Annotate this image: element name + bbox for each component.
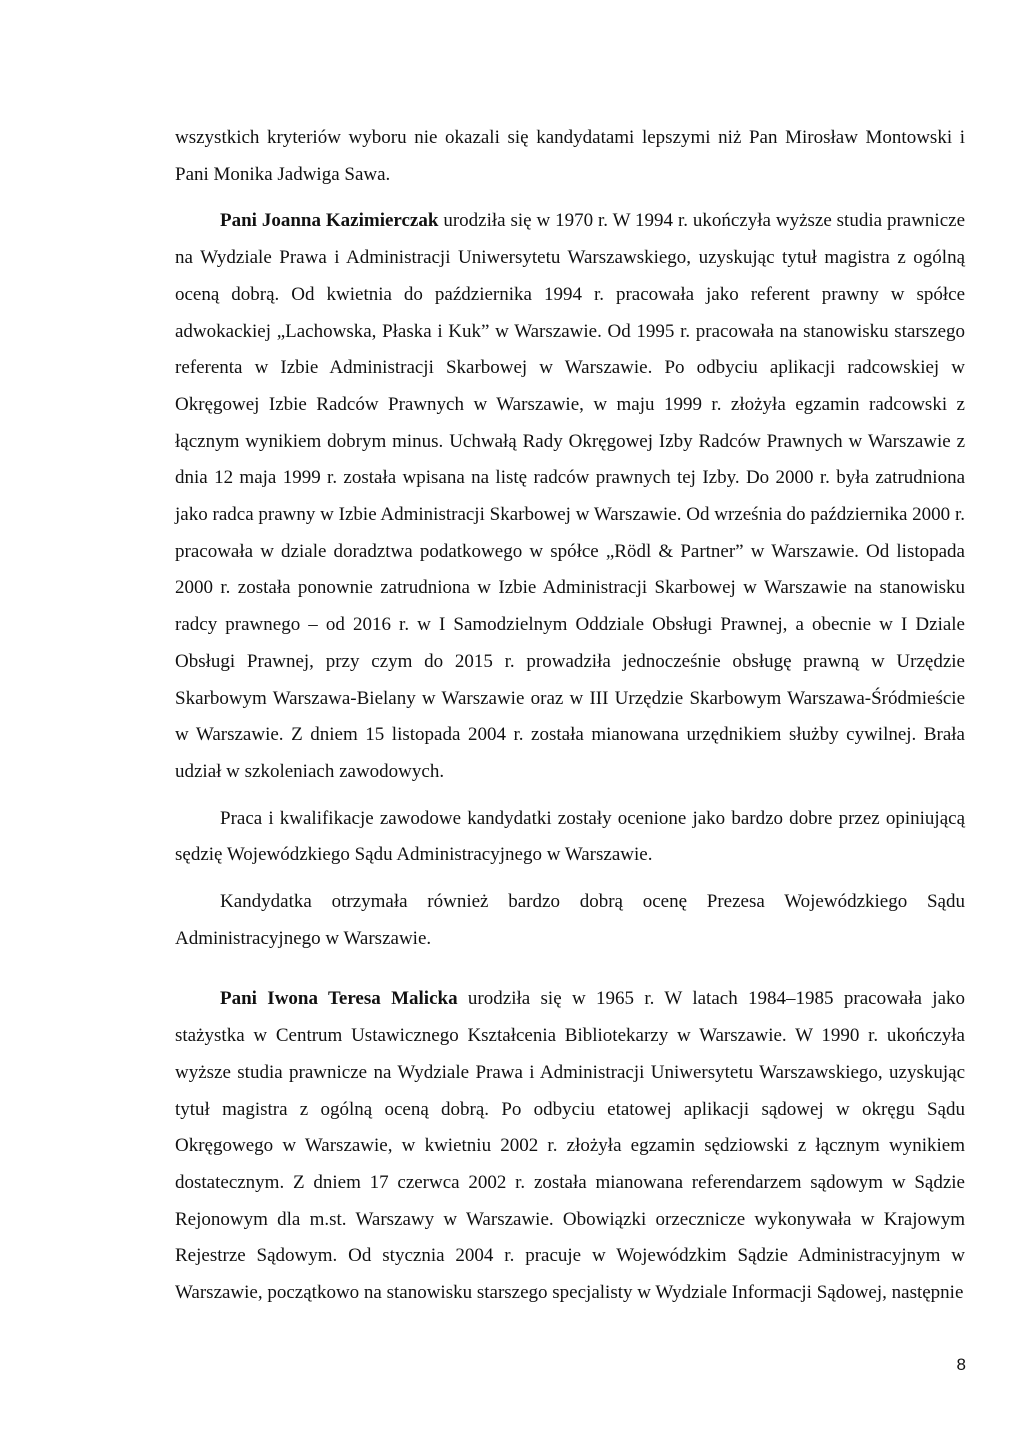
paragraph-qualifications: [175, 801, 965, 874]
paragraph-text: Praca i kwalifikacje zawodowe kandydatki zostały ocenione jako bardzo dobre przez opiniującą sędzię Wojewódzkiego Sądu Administracyjnego w Warszawie.: [175, 807, 965, 866]
paragraph-text: wszystkich kryteriów wyboru nie okazali się kandydatami lepszymi niż Pan Mirosław Montowski i Pani Monika Jadwiga Sawa.: [175, 127, 965, 185]
paragraph-text: urodziła się w 1970 r. W 1994 r. ukończyła wyższe studia prawnicze na Wydziale Prawa i Administracji Uniwersytetu Warszawskiego, uzyskując tytuł magistra z ogólną oceną dobrą. Od kwietnia do października 1994 r. pracowała jako referent prawny w spółce adwokackiej „Lachowska, Płaska i Kuk” w Warszawie. Od 1995 r. pracowała na stanowisku starszego referenta w Izbie Administracji Skarbowej w Warszawie. Po odbyciu aplikacji radcowskiej w Okręgowej Izbie Radców Prawnych w Warszawie, w maju 1999 r. złożyła egzamin radcowski z łącznym wynikiem dobrym minus. Uchwałą Rady Okręgowej Izby Radców Prawnych w Warszawie z dnia 12 maja 1999 r. została wpisana na listę radców prawnych tej Izby. Do 2000 r. była zatrudniona jako radca prawny w Izbie Administracji Skarbowej w Warszawie. Od września do października 2000 r. pracowała w dziale doradztwa podatkowego w spółce „Rödl & Partner” w Warszawie. Od listopada 2000 r. została ponownie zatrudniona w Izbie Administracji Skarbowej w Warszawie na stanowisku radcy prawnego – od 2016 r. w I Samodzielnym Oddziale Obsługi Prawnej, a obecnie w I Dziale Obsługi Prawnej, przy czym do 2015 r. prowadziła jednocześnie obsługę prawną w Urzędzie Skarbowym Warszawa-Bielany w Warszawie oraz w III Urzędzie Skarbowym Warszawa-Śródmieście w Warszawie. Z dniem 15 listopada 2004 r. została mianowana urzędnikiem służby cywilnej. Brała udział w szkoleniach zawodowych.: [175, 210, 965, 782]
candidate-name: Pani Iwona Teresa Malicka: [220, 988, 458, 1010]
page-number: 8: [956, 1355, 966, 1374]
candidate-name: Pani Joanna Kazimierczak: [220, 210, 439, 232]
document-body: [175, 120, 965, 1312]
paragraph-president-rating: [175, 884, 965, 957]
paragraph-kazimierczak: [175, 203, 965, 790]
paragraph-text: urodziła się w 1965 r. W latach 1984–1985 pracowała jako stażystka w Centrum Ustawicznego Kształcenia Bibliotekarzy w Warszawie. W 1990 r. ukończyła wyższe studia prawnicze na Wydziale Prawa i Administracji Uniwersytetu Warszawskiego, uzyskując tytuł magistra z ogólną oceną dobrą. Po odbyciu etatowej aplikacji sądowej w okręgu Sądu Okręgowego w Warszawie, w kwietniu 2002 r. złożyła egzamin sędziowski z łącznym wynikiem dostatecznym. Z dniem 17 czerwca 2002 r. została mianowana referendarzem sądowym w Sądzie Rejonowym dla m.st. Warszawy w Warszawie. Obowiązki orzecznicze wykonywała w Krajowym Rejestrze Sądowym. Od stycznia 2004 r. pracuje w Wojewódzkim Sądzie Administracyjnym w Warszawie, początkowo na stanowisku starszego specjalisty w Wydziale Informacji Sądowej, następnie: [175, 988, 966, 1304]
paragraph-continuation: [175, 120, 965, 193]
paragraph-malicka: [175, 981, 965, 1311]
paragraph-text: Kandydatka otrzymała również bardzo dobrą ocenę Prezesa Wojewódzkiego Sądu Administracyjnego w Warszawie.: [175, 891, 965, 949]
